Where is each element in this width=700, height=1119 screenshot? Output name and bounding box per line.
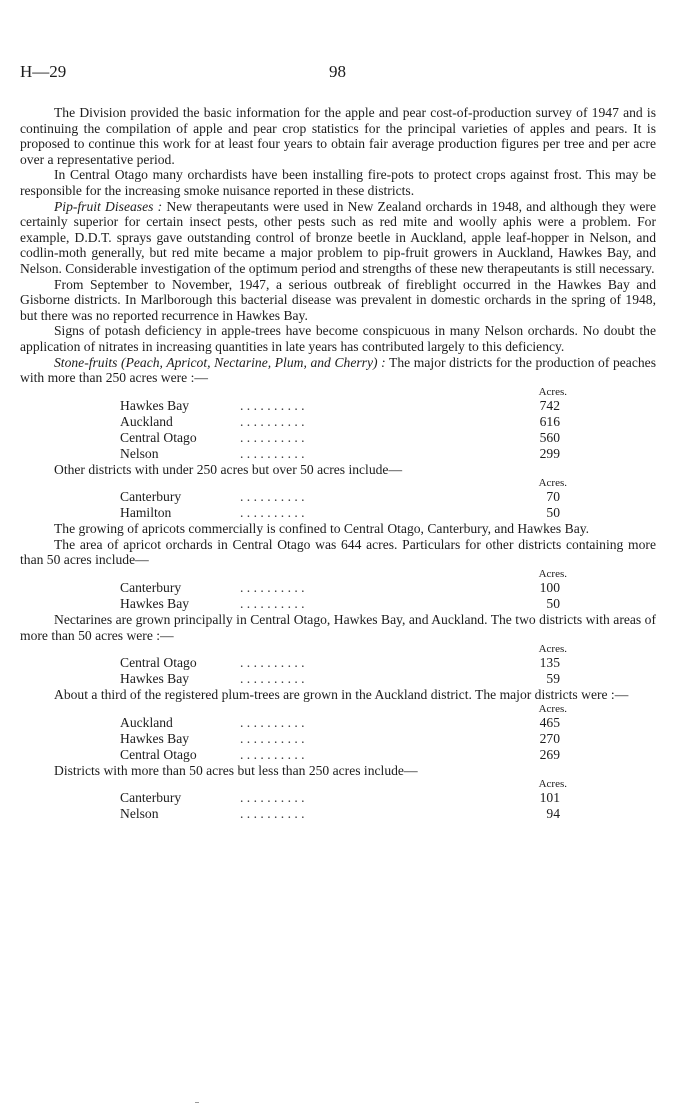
acres-column-header: Acres. [538,477,567,490]
leader-dots: . . . . . . . . . . [240,655,305,671]
table-row [20,731,656,747]
paragraph-fire-pots: In Central Otago many orchardists have been installing fire-pots to protect crops against frost. This may be responsible for the increasing smoke nuisance reported in these districts. [20,167,656,198]
table-peach-other [20,477,656,521]
leader-dots: . . . . . . . . . . [240,596,305,612]
leader-dots: . . . . . . . . . . [240,429,305,445]
acres-value: 59 [546,671,560,687]
leader-dots: . . . . . . . . . . [240,580,305,596]
district-name: Auckland [120,413,173,429]
acres-column-header: Acres. [538,778,567,791]
pip-fruit-text: New therapeutants were used in New Zealand orchards in 1948, and although they were certainly superior for certain insect pests, other pests such as red mite and woolly aphis were a problem. For example, D.D.T. sprays gave outstanding control of bronze beetle in Auckland, apple leaf-hopper in Nelson, and codlin-moth generally, but red mite became a major problem to pip-fruit growers in Auckland, Hawkes Bay, and Nelson. Considerable investigation of the optimum period and strengths of these new therapeutants is still necessary. [20,198,656,276]
district-name: Hawkes Bay [120,730,190,746]
district-name: Nelson [120,445,159,461]
table-row [20,398,656,414]
pip-fruit-heading: Pip-fruit Diseases : [54,198,163,214]
acres-value: 135 [539,655,560,671]
leader-dots: . . . . . . . . . . [240,714,305,730]
stone-fruits-heading: Stone-fruits (Peach, Apricot, Nectarine, Plum, and Cherry) : [54,354,386,370]
acres-value: 742 [539,397,560,413]
acres-value: 616 [539,413,560,429]
leader-dots: . . . . . . . . . . [240,397,305,413]
acres-value: 465 [539,714,560,730]
district-name: Canterbury [120,580,182,596]
table-apricot-other [20,568,656,612]
table-row [20,596,656,612]
paragraph-cost-survey: The Division provided the basic information for the apple and pear cost-of-production survey of 1947 and is continuing the compilation of apple and pear crop statistics for the principal varieties of apples and pears. It is proposed to continue this work for at least four years to obtain fair average production figures per tree and per acre over a representative period. [20,105,656,167]
district-name: Auckland [120,714,173,730]
leader-dots: . . . . . . . . . . [240,505,305,521]
acres-column-header: Acres. [538,385,567,398]
acres-value: 101 [539,790,560,806]
report-code: H—29 [20,62,67,81]
district-name: Central Otago [120,655,197,671]
page-header [20,62,660,84]
leader-dots: . . . . . . . . . . [240,489,305,505]
paragraph-fireblight: From September to November, 1947, a serious outbreak of fireblight occurred in the Hawkes Bay and Gisborne districts. In Marlborough this bacterial disease was prevalent in domestic orchards in the spring of 1948, but there was no reported recurrence in Hawkes Bay. [20,276,656,323]
leader-dots: . . . . . . . . . . [240,806,305,822]
table-plum-other [20,778,656,822]
paragraph-plums: About a third of the registered plum-trees are grown in the Auckland district. The major districts were :— [54,687,629,703]
table-nectarine [20,643,656,687]
district-name: Central Otago [120,429,197,445]
paragraph-pip-fruit [20,199,656,277]
district-name: Central Otago [120,746,197,762]
table-plum-major [20,703,656,763]
page-number: 98 [329,62,346,81]
paragraph-plum-other: Districts with more than 50 acres but less than 250 acres include— [54,762,418,778]
table-row [20,671,656,687]
district-name: Hamilton [120,505,172,521]
acres-column-header: Acres. [538,643,567,656]
district-name: Hawkes Bay [120,671,190,687]
table-row [20,446,656,462]
acres-value: 270 [539,730,560,746]
district-name: Hawkes Bay [120,397,190,413]
district-name: Canterbury [120,790,182,806]
print-mark [195,1102,199,1103]
stone-fruits-text: The major districts for the production of peaches with more than 250 acres were :— [20,354,656,386]
table-row [20,655,656,671]
paragraph-stone-fruits [20,355,656,386]
acres-column-header: Acres. [538,702,567,715]
table-row [20,806,656,822]
district-name: Hawkes Bay [120,596,190,612]
table-peach-major [20,386,656,462]
acres-column-header: Acres. [538,568,567,581]
paragraph-apricot-area: The area of apricot orchards in Central Otago was 644 acres. Particulars for other districts containing more than 50 acres include— [20,536,656,568]
acres-value: 50 [546,596,560,612]
table-row [20,790,656,806]
paragraph-peach-other: Other districts with under 250 acres but over 50 acres include— [54,461,403,477]
leader-dots: . . . . . . . . . . [240,445,305,461]
district-name: Canterbury [120,489,182,505]
leader-dots: . . . . . . . . . . [240,790,305,806]
leader-dots: . . . . . . . . . . [240,746,305,762]
acres-value: 269 [539,746,560,762]
acres-value: 299 [539,445,560,461]
paragraph-potash: Signs of potash deficiency in apple-trees have become conspicuous in many Nelson orchards. No doubt the application of nitrates in increasing quantities in late years has contributed largely to this deficiency. [20,323,656,354]
leader-dots: . . . . . . . . . . [240,671,305,687]
page-body [20,105,656,822]
table-row [20,489,656,505]
leader-dots: . . . . . . . . . . [240,730,305,746]
acres-value: 94 [546,806,560,822]
leader-dots: . . . . . . . . . . [240,413,305,429]
paragraph-nectarines: Nectarines are grown principally in Central Otago, Hawkes Bay, and Auckland. The two districts with areas of more than 50 acres were :— [20,612,656,643]
table-row [20,580,656,596]
acres-value: 50 [546,505,560,521]
table-row [20,430,656,446]
table-row [20,715,656,731]
acres-value: 100 [539,580,560,596]
acres-value: 560 [539,429,560,445]
district-name: Nelson [120,806,159,822]
table-row [20,414,656,430]
paragraph-apricots: The growing of apricots commercially is confined to Central Otago, Canterbury, and Hawkes Bay. [54,521,590,537]
table-row [20,505,656,521]
acres-value: 70 [546,489,560,505]
table-row [20,747,656,763]
